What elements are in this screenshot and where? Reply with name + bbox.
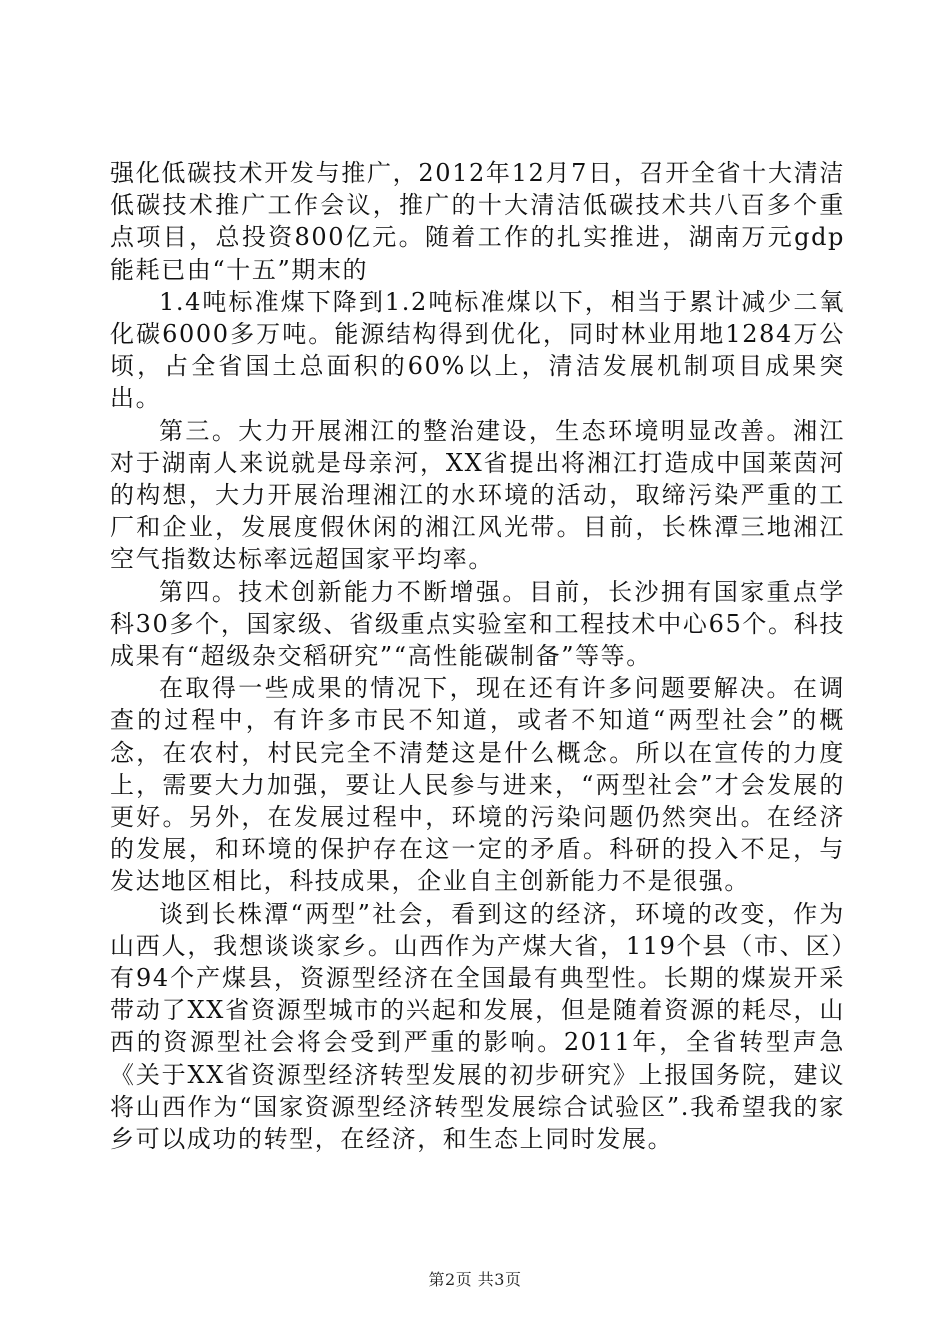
paragraph-5: 在取得一些成果的情况下，现在还有许多问题要解决。在调查的过程中，有许多市民不知道，或者不知道“两型社会”的概念，在农村，村民完全不清楚这是什么概念。所以在宣传的力度上，需要大力加强，要让人民参与进来，“两型社会”才会发展的更好。另外，在发展过程中，环境的污染问题仍然突出。在经济的发展，和环境的保护存在这一定的矛盾。科研的投入不足，与发达地区相比，科技成果，企业自主创新能力不是很强。 xyxy=(110,674,845,896)
paragraph-6: 谈到长株潭“两型”社会，看到这的经济，环境的改变，作为山西人，我想谈谈家乡。山西作为产煤大省，119个县（市、区）有94个产煤县，资源型经济在全国最有典型性。长期的煤炭开采带动了XX省资源型城市的兴起和发展，但是随着资源的耗尽，山西的资源型社会将会受到严重的影响。2011年，全省转型声急《关于XX省资源型经济转型发展的初步研究》上报国务院，建议将山西作为“国家资源型经济转型发展综合试验区”.我希望我的家乡可以成功的转型，在经济，和生态上同时发展。 xyxy=(110,899,845,1154)
paragraph-3: 第三。大力开展湘江的整治建设，生态环境明显改善。湘江对于湖南人来说就是母亲河，XX省提出将湘江打造成中国莱茵河的构想，大力开展治理湘江的水环境的活动，取缔污染严重的工厂和企业，发展度假休闲的湘江风光带。目前，长株潭三地湘江空气指数达标率远超国家平均率。 xyxy=(110,416,845,574)
page-footer: 第2页 共3页 xyxy=(428,1270,522,1289)
document-body xyxy=(110,157,845,1155)
paragraph-2: 1.4吨标准煤下降到1.2吨标准煤以下，相当于累计减少二氧化碳6000多万吨。能源结构得到优化，同时林业用地1284万公顷，占全省国土总面积的60%以上，清洁发展机制项目成果突出。 xyxy=(110,287,845,413)
paragraph-4: 第四。技术创新能力不断增强。目前，长沙拥有国家重点学科30多个，国家级、省级重点实验室和工程技术中心65个。科技成果有“超级杂交稻研究”“高性能碳制备”等等。 xyxy=(110,577,845,671)
paragraph-1: 强化低碳技术开发与推广，2012年12月7日，召开全省十大清洁低碳技术推广工作会议，推广的十大清洁低碳技术共八百多个重点项目，总投资800亿元。随着工作的扎实推进，湖南万元gdp能耗已由“十五”期末的 xyxy=(110,159,845,284)
